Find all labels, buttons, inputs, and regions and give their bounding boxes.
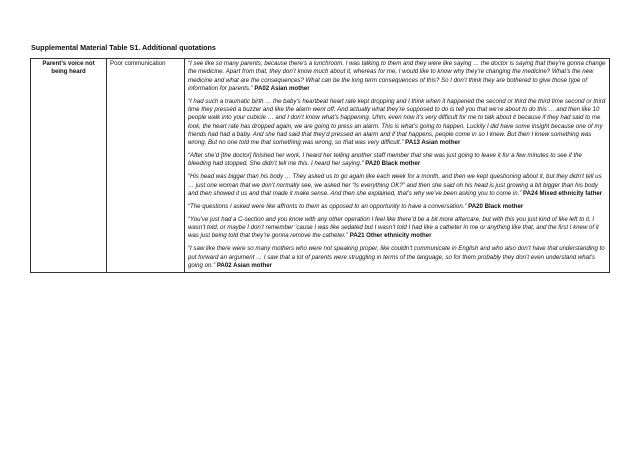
- quote-text: “I had such a traumatic birth … the baby’s heartbeat heart rate kept dropping and I think when it happened the second or third the third time second or third time they pressed a buzzer and like the alarm went off. And actually what they’re supposed to do is tell you that we’re about to do this … and then like 10 people walk into your cubicle … and I don’t know what’s happening. Uhm, even now it’s very difficult for me to talk about it because if they had said to me look, the heart rate has dropped again, we are going to press an alarm. This is what’s going to happen. Luckily I did have some insight because one of my friends had had a baby. And she had said that they’d pressed an alarm and if that happens, people come in so I knew. But then I knew something was wrong. But no one told me that something was wrong, so that was very difficult.”: [188, 97, 606, 147]
- theme-cell: Parent’s voice not being heard: [31, 59, 107, 273]
- quote-6: [188, 216, 606, 241]
- quote-text: “I see like so many parents, because there’s a lunchroom. I was talking to them and they were like saying … the doctor is saying that they’re gonna change the medicine. Apart from that, they don’t know much about it, whereas for me, I would like to know why they’re changing the medicine? What’s the new medicine and what are the consequences? What can be the long term consequences of this? So I don’t think they are bothered to give those type of information for parents.”: [188, 60, 606, 92]
- subtheme-cell: Poor communication: [107, 59, 185, 273]
- quotes-cell: [185, 59, 610, 273]
- quote-attribution: PA02 Asian mother: [254, 84, 310, 92]
- quote-text: “After she’d [the doctor] finished her work, I heard her telling another staff member that she was just going to leave it for a few minutes to see if the bleeding had stopped. She didn’t tell me this. I heard her saying.”: [188, 152, 582, 168]
- quote-text: “You’ve just had a C-section and you know with any other operation I feel like there’d be a bit more aftercare, but with this you just kind of like left to it. I wasn’t told, or maybe I don’t remember ’cause I was like sedated but I wasn’t told I had like a catheter in me or anything like that, and the first I knew of it was just being told that they’re gonna remove the catheter.”: [188, 215, 599, 240]
- quote-2: [188, 98, 606, 148]
- quote-1: [188, 60, 606, 93]
- quotations-table: [30, 58, 610, 273]
- quote-3: [188, 152, 606, 169]
- table-caption: Supplemental Material Table S1. Additional quotations: [31, 43, 216, 52]
- quote-attribution: PA24 Mixed ethnicity father: [523, 189, 603, 197]
- quote-text: “I saw like there were so many mothers who were not speaking proper, like couldn’t communicate in English and who also don’t have that understanding to put forward an argument … I saw that a lot of parents were struggling in terms of the language, so for them probably they don’t even understand what’s going on.”: [188, 245, 605, 269]
- quote-attribution: PA13 Asian mother: [405, 139, 461, 147]
- quote-text: “His head was bigger than his body … They asked us to go again like each week for a month, and then we kept questioning about it, but they didn’t tell us … just one woman that we don’t normally see, we asked her “Is everything OK?” and then she said oh his head is just growing a bit bigger than his body and then showed it us and that made it make sense. And then she explained, that’s why we’ve been asking you to come in.”: [188, 173, 602, 197]
- quote-4: [188, 173, 606, 198]
- quote-attribution: PA02 Asian mother: [216, 261, 273, 269]
- quote-text: “The questions I asked were like affronts to them as opposed to an opportunity to have a conversation.”: [188, 202, 467, 210]
- quote-7: [188, 245, 606, 270]
- table-row: [31, 59, 610, 273]
- quote-attribution: PA20 Black mother: [468, 202, 524, 210]
- quote-attribution: PA20 Black mother: [365, 160, 421, 168]
- quote-5: [188, 203, 606, 211]
- quote-attribution: PA21 Other ethnicity mother: [349, 232, 432, 240]
